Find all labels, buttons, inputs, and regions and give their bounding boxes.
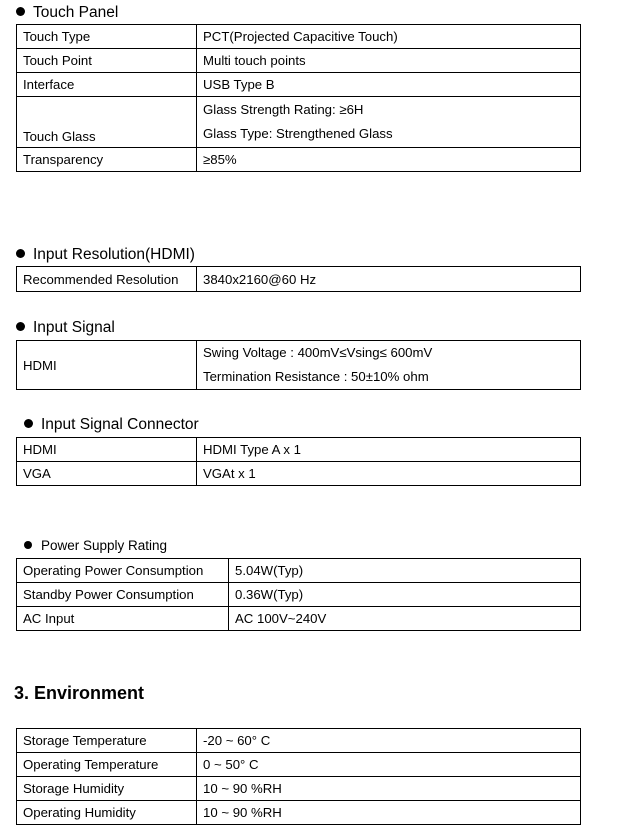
spec-label: AC Input bbox=[17, 607, 229, 631]
spec-value: Multi touch points bbox=[197, 49, 581, 73]
spec-value bbox=[197, 341, 581, 390]
input-resolution-heading: Input Resolution(HDMI) bbox=[16, 246, 195, 264]
table-row bbox=[17, 438, 581, 462]
spec-label: Operating Humidity bbox=[17, 801, 197, 825]
spec-value: 0.36W(Typ) bbox=[229, 583, 581, 607]
spec-label: Operating Power Consumption bbox=[17, 559, 229, 583]
spec-value-line: Swing Voltage : 400mV≤Vsing≤ 600mV bbox=[203, 345, 433, 360]
spec-value-line: Glass Strength Rating: ≥6H bbox=[203, 102, 364, 117]
spec-value: USB Type B bbox=[197, 73, 581, 97]
table-row bbox=[17, 73, 581, 97]
spec-value: -20 ~ 60° C bbox=[197, 729, 581, 753]
environment-table bbox=[16, 728, 581, 825]
table-row bbox=[17, 49, 581, 73]
input-signal-table bbox=[16, 340, 581, 390]
spec-label: HDMI bbox=[17, 438, 197, 462]
spec-value: VGAt x 1 bbox=[197, 462, 581, 486]
environment-title: 3. Environment bbox=[14, 683, 145, 703]
bullet-icon bbox=[24, 419, 33, 428]
input-resolution-table bbox=[16, 266, 581, 292]
table-row bbox=[17, 583, 581, 607]
spec-label: Transparency bbox=[17, 148, 197, 172]
spec-value: 10 ~ 90 %RH bbox=[197, 777, 581, 801]
bullet-icon bbox=[16, 249, 25, 258]
table-row bbox=[17, 777, 581, 801]
spec-label: Touch Point bbox=[17, 49, 197, 73]
spec-label: HDMI bbox=[17, 341, 197, 390]
power-heading: Power Supply Rating bbox=[24, 538, 167, 553]
spec-label: Interface bbox=[17, 73, 197, 97]
table-row bbox=[17, 97, 581, 148]
bullet-icon bbox=[24, 541, 32, 549]
bullet-icon bbox=[16, 322, 25, 331]
spec-value: 10 ~ 90 %RH bbox=[197, 801, 581, 825]
spec-label: Standby Power Consumption bbox=[17, 583, 229, 607]
spec-value: 5.04W(Typ) bbox=[229, 559, 581, 583]
table-row bbox=[17, 462, 581, 486]
spec-label: Touch Glass bbox=[17, 97, 197, 148]
table-row bbox=[17, 559, 581, 583]
spec-value: HDMI Type A x 1 bbox=[197, 438, 581, 462]
spec-label: Operating Temperature bbox=[17, 753, 197, 777]
touch-panel-heading: Touch Panel bbox=[16, 4, 118, 22]
spec-label: Storage Temperature bbox=[17, 729, 197, 753]
spec-label: VGA bbox=[17, 462, 197, 486]
spec-value: PCT(Projected Capacitive Touch) bbox=[197, 25, 581, 49]
input-connector-heading: Input Signal Connector bbox=[24, 416, 199, 434]
spec-value: 3840x2160@60 Hz bbox=[197, 267, 581, 292]
spec-value bbox=[197, 97, 581, 148]
input-signal-heading: Input Signal bbox=[16, 319, 115, 337]
input-connector-table bbox=[16, 437, 581, 486]
table-row bbox=[17, 607, 581, 631]
spec-label: Recommended Resolution bbox=[17, 267, 197, 292]
table-row bbox=[17, 25, 581, 49]
spec-label: Storage Humidity bbox=[17, 777, 197, 801]
spec-value: AC 100V~240V bbox=[229, 607, 581, 631]
spec-value-line: Termination Resistance : 50±10% ohm bbox=[203, 369, 429, 384]
table-row bbox=[17, 729, 581, 753]
spec-value-line: Glass Type: Strengthened Glass bbox=[203, 126, 393, 141]
spec-value: 0 ~ 50° C bbox=[197, 753, 581, 777]
table-row bbox=[17, 267, 581, 292]
touch-panel-table bbox=[16, 24, 581, 172]
table-row bbox=[17, 753, 581, 777]
table-row bbox=[17, 801, 581, 825]
spec-value: ≥85% bbox=[197, 148, 581, 172]
spec-label: Touch Type bbox=[17, 25, 197, 49]
table-row bbox=[17, 148, 581, 172]
table-row bbox=[17, 341, 581, 390]
bullet-icon bbox=[16, 7, 25, 16]
power-table bbox=[16, 558, 581, 631]
